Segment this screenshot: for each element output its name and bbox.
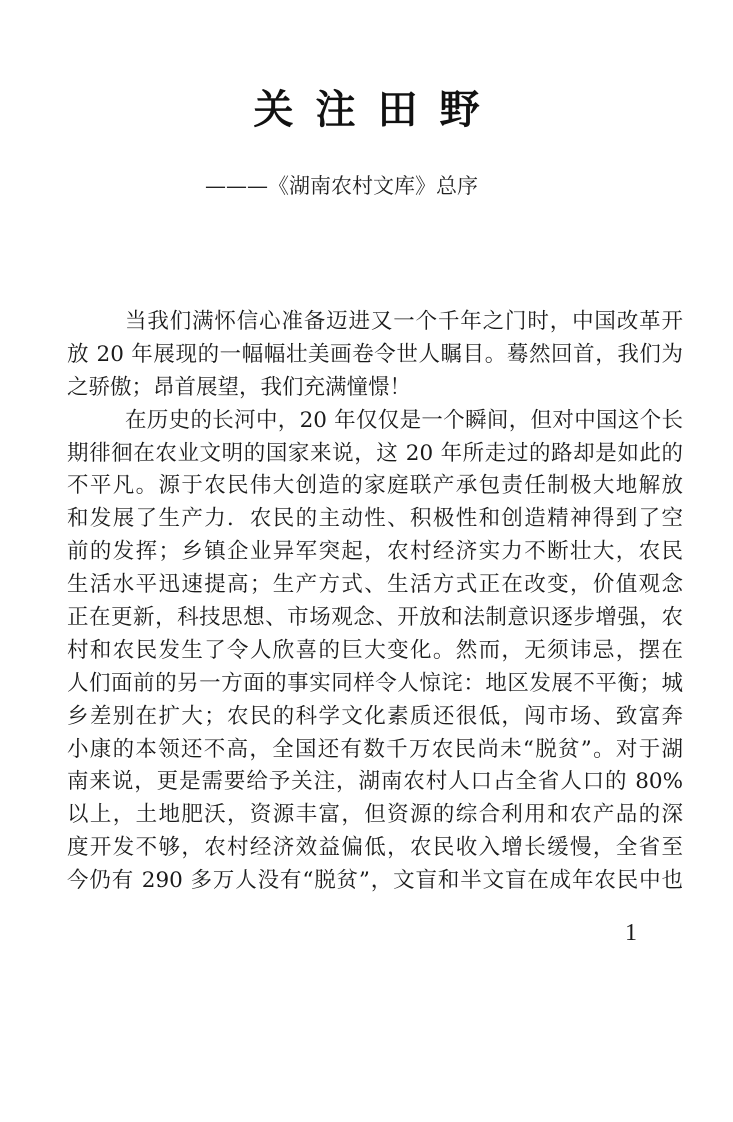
text-line: 在历史的长河中，20 年仅仅是一个瞬间，但对中国这个长 bbox=[125, 407, 683, 433]
text-line: 前的发挥；乡镇企业异军突起，农村经济实力不断壮大，农民 bbox=[67, 539, 683, 565]
text-line: 乡差别在扩大；农民的科学文化素质还很低，闯市场、致富奔 bbox=[67, 703, 683, 729]
text-line: 生活水平迅速提高；生产方式、生活方式正在改变，价值观念 bbox=[67, 572, 683, 598]
text-line: 不平凡。源于农民伟大创造的家庭联产承包责任制极大地解放 bbox=[67, 473, 683, 499]
text-line: 放 20 年展现的一幅幅壮美画卷令世人瞩目。蓦然回首，我们为 bbox=[67, 341, 683, 367]
page-subtitle: ———《湖南农村文库》总序 bbox=[205, 174, 478, 198]
text-line: 度开发不够，农村经济效益偏低，农民收入增长缓慢，全省至 bbox=[67, 835, 683, 861]
page-title: 关注田野 bbox=[253, 87, 502, 133]
page-number: 1 bbox=[625, 920, 637, 946]
text-line: 正在更新，科技思想、市场观念、开放和法制意识逐步增强，农 bbox=[67, 605, 683, 631]
text-line: 南来说，更是需要给予关注，湖南农村人口占全省人口的 80% bbox=[67, 769, 683, 795]
text-line: 当我们满怀信心准备迈进又一个千年之门时，中国改革开 bbox=[125, 309, 683, 334]
text-line: 村和农民发生了令人欣喜的巨大变化。然而，无须讳忌，摆在 bbox=[67, 637, 683, 663]
text-line: 人们面前的另一方面的事实同样令人惊诧：地区发展不平衡；城 bbox=[67, 670, 683, 696]
text-line: 今仍有 290 多万人没有“脱贫”，文盲和半文盲在成年农民中也 bbox=[67, 868, 683, 894]
text-line: 之骄傲；昂首展望，我们充满憧憬！ bbox=[67, 374, 412, 400]
text-line: 和发展了生产力．农民的主动性、积极性和创造精神得到了空 bbox=[67, 506, 683, 532]
text-line: 期徘徊在农业文明的国家来说，这 20 年所走过的路却是如此的 bbox=[67, 440, 683, 466]
body-text bbox=[67, 306, 683, 898]
text-line: 小康的本领还不高，全国还有数千万农民尚未“脱贫”。对于湖 bbox=[67, 736, 683, 762]
text-line: 以上，土地肥沃，资源丰富，但资源的综合利用和农产品的深 bbox=[67, 802, 683, 828]
